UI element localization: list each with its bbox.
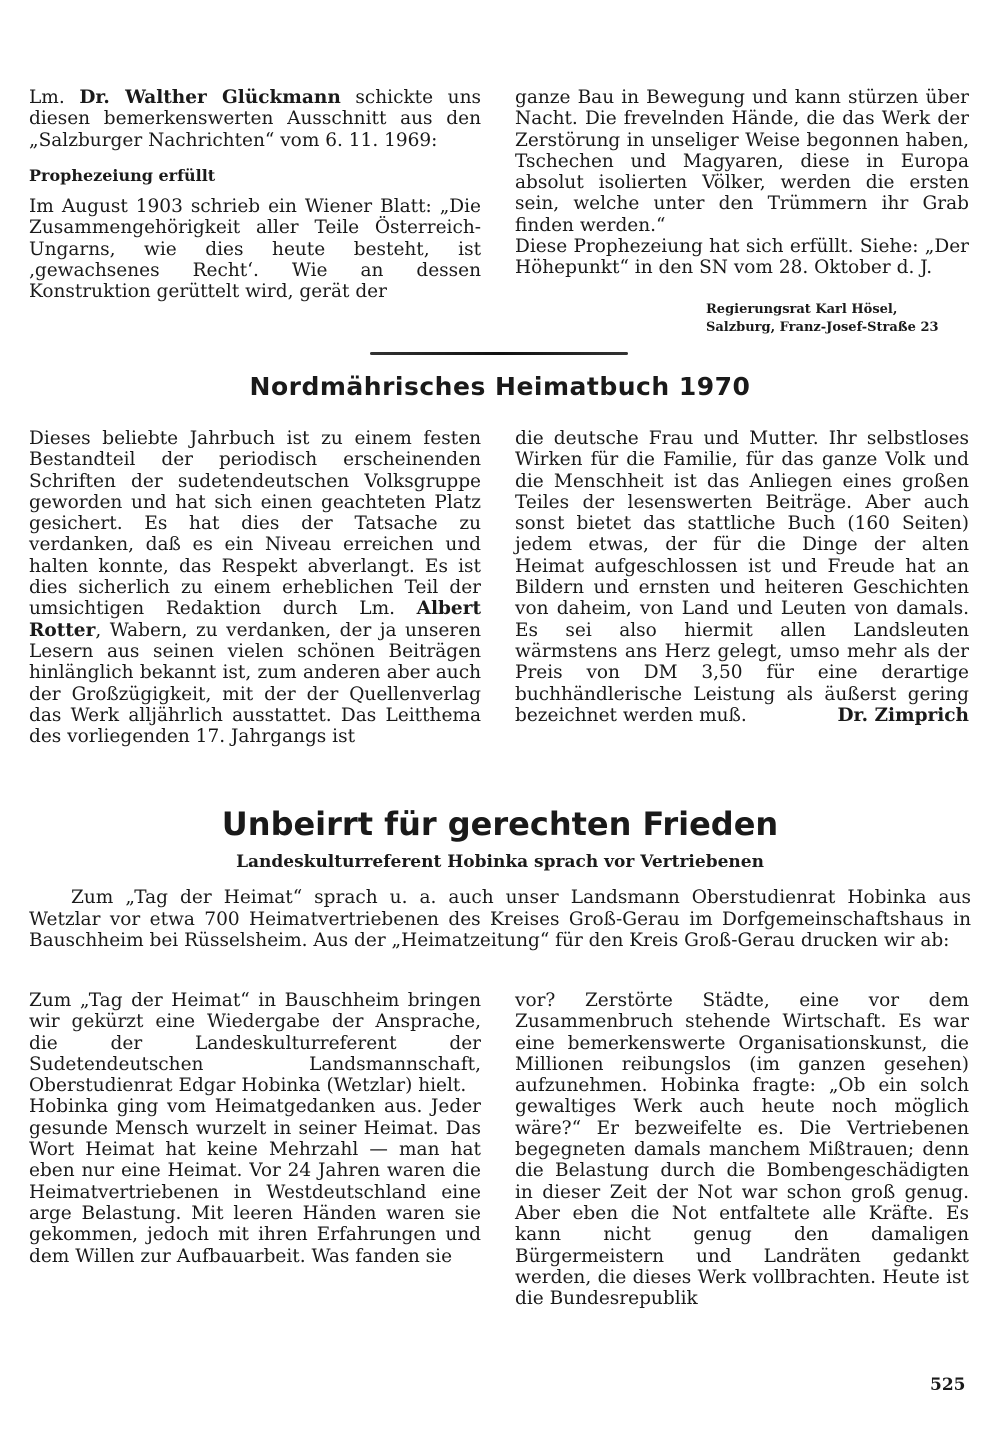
article1-editor-name: Albert Rotter xyxy=(29,598,481,641)
article2-intro-text: Zum „Tag der Heimat“ sprach u. a. auch unser Landsmann Oberstudienrat Hobinka aus Wetzlar vor etwa 700 Heimatvertriebenen des Kreises Groß-Gerau im Dorfgemeinschaftshaus in Bauschheim bei Rüsselsheim. Aus der „Heimatzeitung“ für den Kreis Groß-Gerau drucken wir ab: xyxy=(29,887,971,951)
letter-signature-address: Salzburg, Franz-Josef-Straße 23 xyxy=(706,320,939,335)
letter-sender-name: Dr. Walther Glückmann xyxy=(79,87,341,108)
section-divider xyxy=(370,352,628,355)
letter-quote-left: Im August 1903 schrieb ein Wiener Blatt: „Die Zusammengehörigkeit aller Teile Österreich-Ungarns, wie dies heute besteht, ist ‚gewachsenes Recht‘. Wie an dessen Konstruktion gerüttelt wird, gerät der xyxy=(29,196,481,303)
article1-right-column xyxy=(515,428,969,726)
article2-left-para-2: Hobinka ging vom Heimatgedanken aus. Jeder gesunde Mensch wurzelt in seiner Heimat. Das Wort Heimat hat keine Mehrzahl — man hat eben nur eine Heimat. Vor 24 Jahren waren die Heimatvertriebenen in Westdeutschland eine arge Belastung. Mit leeren Händen waren sie gekommen, jedoch mit ihren Erfahrungen und dem Willen zur Aufbauarbeit. Was fanden sie xyxy=(29,1096,481,1267)
article2-intro xyxy=(29,887,971,952)
article2-subtitle: Landeskulturreferent Hobinka sprach vor Vertriebenen xyxy=(236,852,764,872)
letter-intro-text-2: schickte uns diesen bemerkenswerten Ausschnitt aus den „Salzburger Nachrichten“ vom 6. 11. 1969: xyxy=(29,87,482,151)
letter-right-column xyxy=(515,87,969,279)
article1-left-text-1: Dieses beliebte Jahrbuch ist zu einem festen Bestandteil der periodisch erscheinenden Schriften der sudetendeutschen Volksgruppe geworden und hat sich einen geachteten Platz gesichert. Es hat dies der Tatsache zu verdanken, daß es ein Niveau erreichen und halten konnte, das Respekt abverlangt. Es ist dies sicherlich zu einem erheblichen Teil der umsichtigen Redaktion durch Lm. xyxy=(29,428,481,620)
article2-right-text: vor? Zerstörte Städte, eine vor dem Zusammenbruch stehende Wirtschaft. Es war eine bemerkenswerte Organisationskunst, die Millionen reibungslos (im ganzen gesehen) aufzunehmen. Hobinka fragte: „Ob ein solch gewaltiges Werk auch heute noch möglich wäre?“ Er bezweifelte es. Die Vertriebenen begegneten damals manchem Mißtrauen; denn die Belastung durch die Bombengeschädigten in dieser Zeit der Not war schon groß genug. Aber eben die Not entfaltete alle Kräfte. Es kann nicht genug den damaligen Bürgermeistern und Landräten gedankt werden, die dieses Werk vollbrachten. Heute ist die Bundesrepublik xyxy=(515,990,969,1310)
article2-title: Unbeirrt für gerechten Frieden xyxy=(221,805,779,843)
article2-left-para-1: Zum „Tag der Heimat“ in Bauschheim bringen wir gekürzt eine Wiedergabe der Ansprache, die der Landeskulturreferent der Sudetendeutschen Landsmannschaft, Oberstudienrat Edgar Hobinka (Wetzlar) hielt. xyxy=(29,990,481,1097)
letter-intro xyxy=(29,87,481,151)
letter-left-column xyxy=(29,87,481,303)
letter-conclusion: Diese Prophezeiung hat sich erfüllt. Siehe: „Der Höhepunkt“ in den SN vom 28. Oktober d. J. xyxy=(515,236,969,279)
article1-right-text xyxy=(515,428,969,726)
article1-author: Dr. Zimprich xyxy=(837,704,969,726)
letter-intro-text: Lm. xyxy=(29,87,80,108)
article1-right-text-1: die deutsche Frau und Mutter. Ihr selbstloses Wirken für die Familie, für das ganze Volk und die Menschheit ist das Anliegen eines großen Teiles der lesenswerten Beiträge. Aber auch sonst bietet das stattliche Buch (160 Seiten) jedem etwas, der für die Dinge der alten Heimat aufgeschlossen ist und Freude hat an Bildern und ernsten und heiteren Geschichten von daheim, von Land und Leuten von damals. Es sei also hiermit allen Landsleuten wärmstens ans Herz gelegt, umso mehr als der Preis von DM 3,50 für eine derartige buchhändlerische Leistung als äußerst gering bezeichnet werden muß. xyxy=(515,428,969,726)
letter-signature-name: Regierungsrat Karl Hösel, xyxy=(706,302,898,317)
article2-left-column xyxy=(29,990,481,1267)
page-number: 525 xyxy=(930,1375,966,1395)
article1-left-text-2: , Wabern, zu verdanken, der ja unseren Lesern aus seinen vielen schönen Beiträgen hinlänglich bekannt ist, zum anderen aber auch der Großzügigkeit, mit der der Quellenverlag das Werk alljährlich ausstattet. Das Leitthema des vorliegenden 17. Jahrgangs ist xyxy=(29,619,481,748)
letter-heading: Prophezeiung erfüllt xyxy=(29,165,216,185)
article1-left-text xyxy=(29,428,481,747)
letter-quote-right: ganze Bau in Bewegung und kann stürzen über Nacht. Die frevelnden Hände, die das Werk der Zerstörung in unseliger Weise begonnen haben, Tschechen und Magyaren, diese in Europa absolut isolierten Völker, werden die ersten sein, welche unter den Trümmern ihr Grab finden werden.“ xyxy=(515,87,969,236)
article1-title: Nordmährisches Heimatbuch 1970 xyxy=(249,372,751,401)
article2-right-column xyxy=(515,990,969,1309)
article1-left-column xyxy=(29,428,481,747)
